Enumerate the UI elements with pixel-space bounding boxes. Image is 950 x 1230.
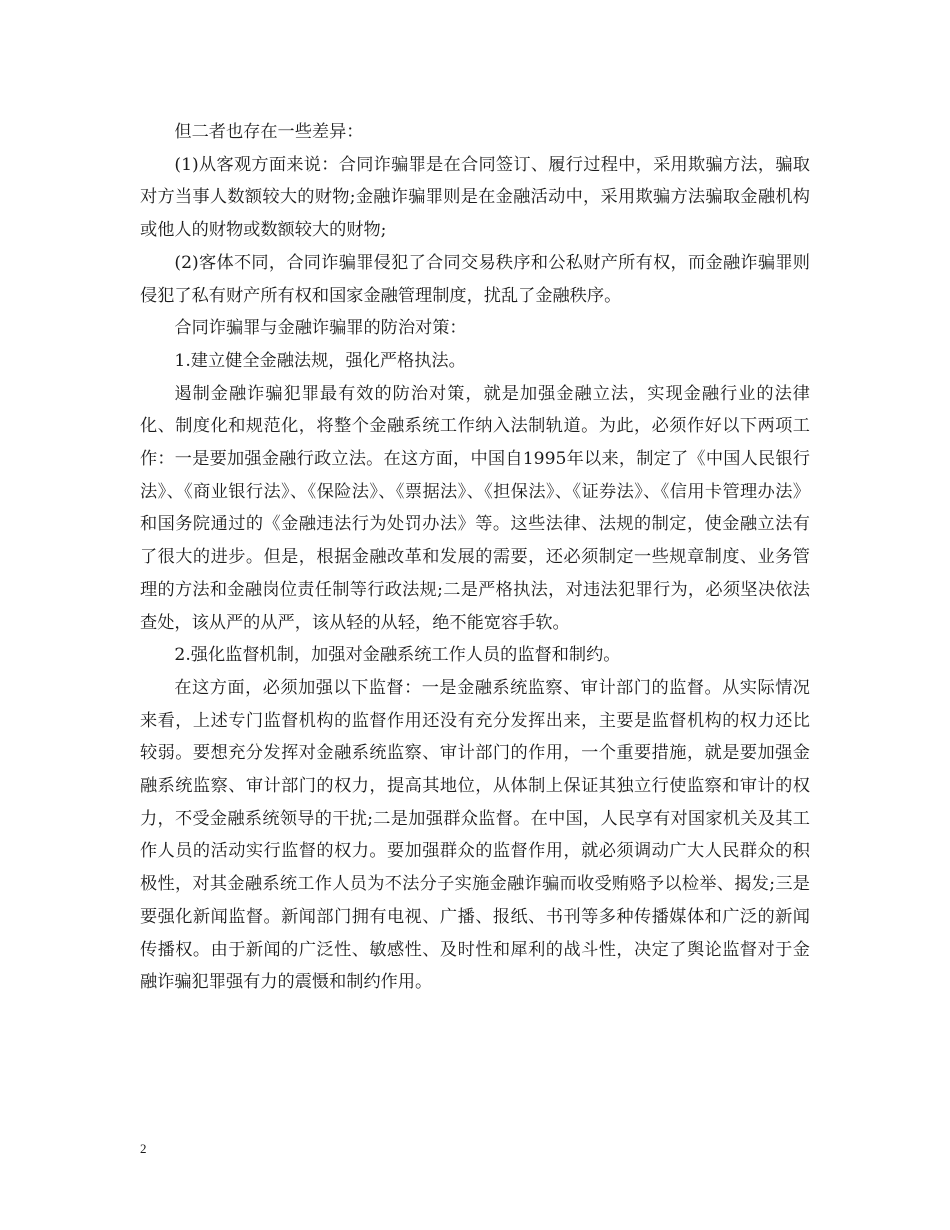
paragraph-differences-intro: 但二者也存在一些差异： [174,122,364,142]
paragraph-measure-1-body: 遏制金融诈骗犯罪最有效的防治对策，就是加强金融立法，实现金融行业的法律化、制度化和规范化，将整个金融系统工作纳入法制轨道。为此，必须作好以下两项工作：一是要加强金融行政立法。在这方面，中国自1995年以来，制定了《中国人民银行法》、《商业银行法》、《保险法》、《票据法》、《担保法》、《证券法》、《信用卡管理办法》和国务院通过的《金融违法行为处罚办法》等。这些法律、法规的制定，使金融立法有了很大的进步。但是，根据金融改革和发展的需要，还必须制定一些规章制度、业务管理的方法和金融岗位责任制等行政法规;二是严格执法，对违法犯罪行为，必须坚决依法查处，该从严的从严，该从轻的从轻，绝不能宽容手软。 [140,383,810,633]
paragraph-measure-1-heading: 1.建立健全金融法规，强化严格执法。 [174,350,466,371]
paragraph-objective-aspect: (1)从客观方面来说：合同诈骗罪是在合同签订、履行过程中，采用欺骗方法，骗取对方当事人数额较大的财物;金融诈骗罪则是在金融活动中，采用欺骗方法骗取金融机构或他人的财物或数额较大的财物; [140,154,810,241]
paragraph-measure-2-body: 在这方面，必须加强以下监督：一是金融系统监察、审计部门的监督。从实际情况来看，上述专门监督机构的监督作用还没有充分发挥出来，主要是监督机构的权力还比较弱。要想充分发挥对金融系统监察、审计部门的作用，一个重要措施，就是要加强金融系统监察、审计部门的权力，提高其地位，从体制上保证其独立行使监察和审计的权力，不受金融系统领导的干扰;二是加强群众监督。在中国，人民享有对国家机关及其工作人员的活动实行监督的权力。要加强群众的监督作用，就必须调动广大人民群众的积极性，对其金融系统工作人员为不法分子实施金融诈骗而收受贿赂予以检举、揭发;三是要强化新闻监督。新闻部门拥有电视、广播、报纸、书刊等多种传播媒体和广泛的新闻传播权。由于新闻的广泛性、敏感性、及时性和犀利的战斗性，决定了舆论监督对于金融诈骗犯罪强有力的震慑和制约作用。 [140,677,810,993]
document-body [140,116,810,999]
paragraph-object-difference: (2)客体不同，合同诈骗罪侵犯了合同交易秩序和公私财产所有权，而金融诈骗罪则侵犯了私有财产所有权和国家金融管理制度，扰乱了金融秩序。 [140,252,810,306]
page-number: 2 [140,1141,147,1156]
paragraph-countermeasures-heading: 合同诈骗罪与金融诈骗罪的防治对策： [174,318,467,339]
paragraph-measure-2-heading: 2.强化监督机制，加强对金融系统工作人员的监督和制约。 [174,645,621,666]
